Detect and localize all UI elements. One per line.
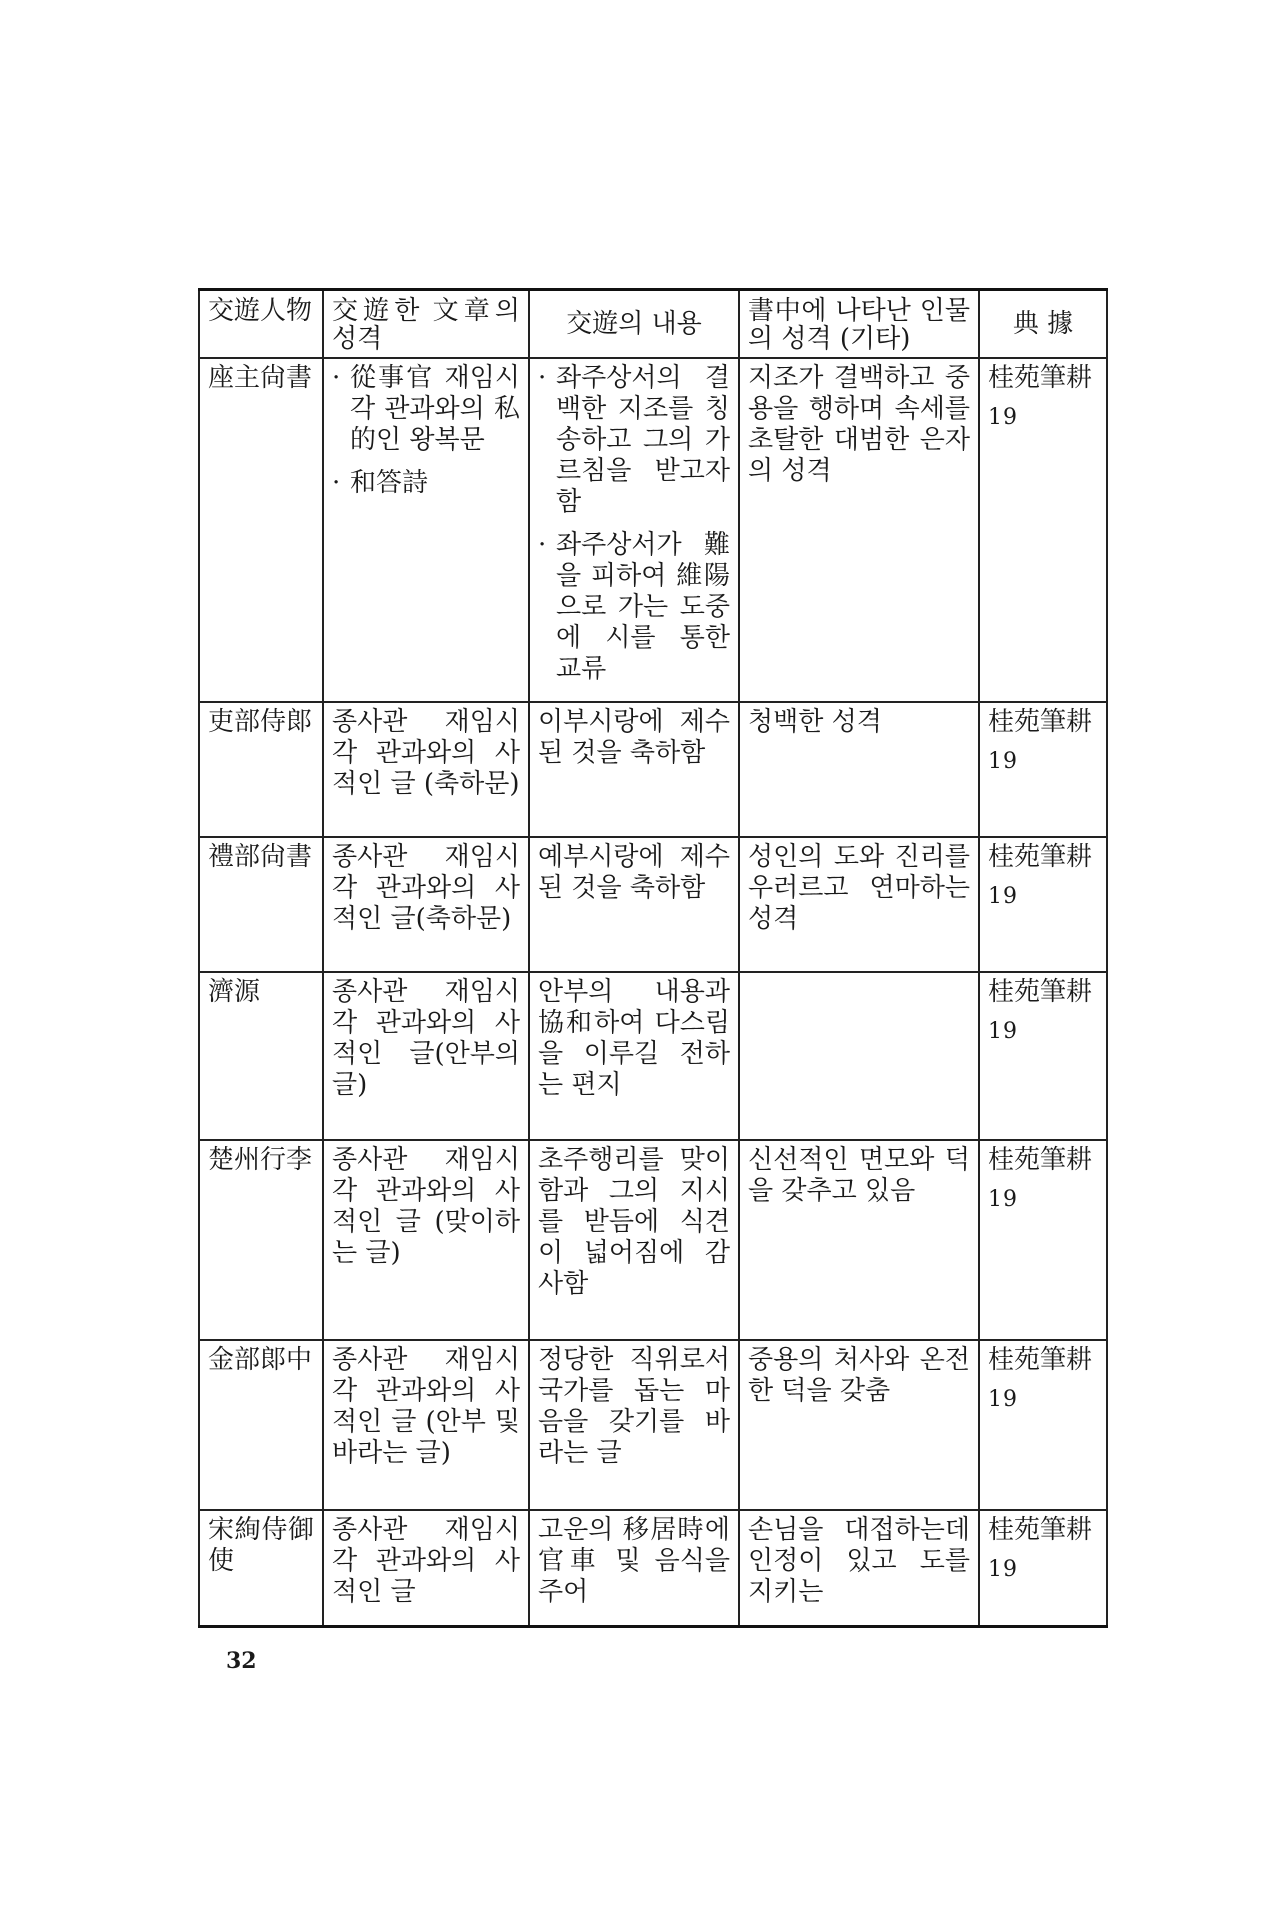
nature-cell: 종사관 재임시 각 관과와의 사적인 글(축하문) bbox=[323, 837, 529, 972]
source-cell bbox=[979, 1340, 1107, 1510]
table-row bbox=[199, 702, 1107, 837]
source-volume: 19 bbox=[988, 1019, 1018, 1044]
character-cell: 성인의 도와 진리를 우러르고 연마하는 성격 bbox=[739, 837, 979, 972]
source-volume: 19 bbox=[988, 1387, 1018, 1412]
table-row bbox=[199, 1340, 1107, 1510]
source-volume: 19 bbox=[988, 749, 1018, 774]
content-cell bbox=[529, 358, 739, 702]
content-cell: 고운의 移居時에 官車 및 음식을 주어 bbox=[529, 1510, 739, 1626]
nature-cell bbox=[323, 358, 529, 702]
header-person: 交遊人物 bbox=[199, 290, 323, 359]
content-cell: 예부시랑에 제수된 것을 축하함 bbox=[529, 837, 739, 972]
table-row bbox=[199, 837, 1107, 972]
source-volume: 19 bbox=[988, 1557, 1018, 1582]
page-number: 32 bbox=[226, 1648, 257, 1674]
source-cell bbox=[979, 358, 1107, 702]
character-cell: 청백한 성격 bbox=[739, 702, 979, 837]
source-title: 桂苑筆耕 bbox=[988, 977, 1093, 1007]
list-item: · 좌주상서가 難을 피하여 維陽으로 가는 도중에 시를 통한 교류 bbox=[538, 530, 730, 684]
header-nature: 交遊한 文章의 성격 bbox=[323, 290, 529, 359]
source-cell bbox=[979, 1510, 1107, 1626]
source-title: 桂苑筆耕 bbox=[988, 1515, 1093, 1545]
source-title: 桂苑筆耕 bbox=[988, 707, 1093, 737]
table-row bbox=[199, 1140, 1107, 1340]
source-volume: 19 bbox=[988, 884, 1018, 909]
person-cell: 濟源 bbox=[199, 972, 323, 1140]
character-cell: 중용의 처사와 온전한 덕을 갖춤 bbox=[739, 1340, 979, 1510]
character-cell: 신선적인 면모와 덕을 갖추고 있음 bbox=[739, 1140, 979, 1340]
list-item: · 좌주상서의 결백한 지조를 칭송하고 그의 가르침을 받고자 함 bbox=[538, 363, 730, 517]
table-row bbox=[199, 358, 1107, 702]
content-cell: 정당한 직위로서 국가를 돕는 마음을 갖기를 바라는 글 bbox=[529, 1340, 739, 1510]
character-cell: 지조가 결백하고 중용을 행하며 속세를 초탈한 대범한 은자의 성격 bbox=[739, 358, 979, 702]
source-title: 桂苑筆耕 bbox=[988, 363, 1093, 393]
nature-cell: 종사관 재임시 각 관과와의 사적인 글 (축하문) bbox=[323, 702, 529, 837]
table-row bbox=[199, 1510, 1107, 1626]
header-character: 書中에 나타난 인물의 성격 (기타) bbox=[739, 290, 979, 359]
source-cell bbox=[979, 837, 1107, 972]
content-cell: 초주행리를 맞이함과 그의 지시를 받듬에 식견이 넓어짐에 감사함 bbox=[529, 1140, 739, 1340]
nature-cell: 종사관 재임시 각 관과와의 사적인 글 (맞이하는 글) bbox=[323, 1140, 529, 1340]
header-content: 交遊의 내용 bbox=[529, 290, 739, 359]
source-title: 桂苑筆耕 bbox=[988, 1345, 1093, 1375]
content-cell: 안부의 내용과 協和하여 다스림을 이루길 전하는 편지 bbox=[529, 972, 739, 1140]
person-cell: 吏部侍郞 bbox=[199, 702, 323, 837]
character-cell: 손님을 대접하는데 인정이 있고 도를 지키는 bbox=[739, 1510, 979, 1626]
character-cell bbox=[739, 972, 979, 1140]
nature-cell: 종사관 재임시 각 관과와의 사적인 글 (안부 및 바라는 글) bbox=[323, 1340, 529, 1510]
table-row bbox=[199, 972, 1107, 1140]
list-item: · 從事官 재임시 각 관과와의 私的인 왕복문 bbox=[332, 363, 520, 455]
source-cell bbox=[979, 702, 1107, 837]
person-cell: 禮部尙書 bbox=[199, 837, 323, 972]
source-volume: 19 bbox=[988, 1187, 1018, 1212]
table-header-row bbox=[199, 290, 1107, 359]
source-cell bbox=[979, 1140, 1107, 1340]
content-cell: 이부시랑에 제수된 것을 축하함 bbox=[529, 702, 739, 837]
nature-cell: 종사관 재임시 각 관과와의 사적인 글(안부의 글) bbox=[323, 972, 529, 1140]
list-item: · 和答詩 bbox=[332, 468, 429, 498]
source-title: 桂苑筆耕 bbox=[988, 1145, 1093, 1175]
nature-cell: 종사관 재임시 각 관과와의 사적인 글 bbox=[323, 1510, 529, 1626]
person-cell: 金部郞中 bbox=[199, 1340, 323, 1510]
person-cell: 宋絢侍御使 bbox=[199, 1510, 323, 1626]
source-volume: 19 bbox=[988, 405, 1018, 430]
source-title: 桂苑筆耕 bbox=[988, 842, 1093, 872]
source-cell bbox=[979, 972, 1107, 1140]
relations-table bbox=[198, 288, 1108, 1628]
header-source: 典 據 bbox=[979, 290, 1107, 359]
person-cell: 座主尙書 bbox=[199, 358, 323, 702]
person-cell: 楚州行李 bbox=[199, 1140, 323, 1340]
